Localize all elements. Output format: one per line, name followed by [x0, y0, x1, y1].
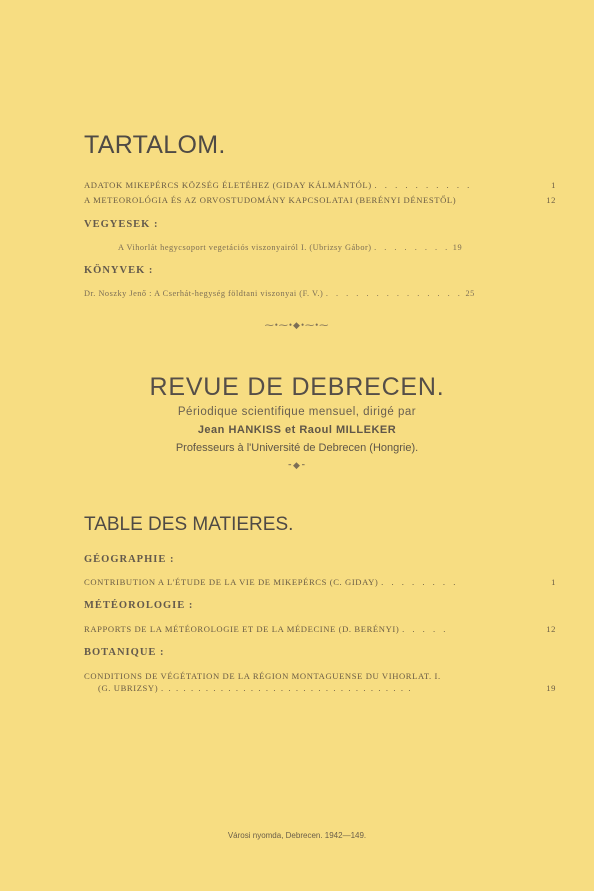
- section-meteorologie: MÉTÉOROLOGIE :: [84, 600, 194, 611]
- section-vegyesek: VEGYESEK :: [84, 219, 159, 230]
- bot-entry-line-1: [84, 671, 556, 683]
- revue-subtitle: Périodique scientifique mensuel, dirigé par: [177, 406, 417, 418]
- toc-entry-text: ADATOK MIKEPÉRCS KÖZSÉG ÉLETÉHEZ (GIDAY KÁLMÁNTÓL): [84, 180, 372, 190]
- toc-page-number: 12: [546, 624, 556, 634]
- toc-page-number: 19: [546, 683, 556, 693]
- toc-entry-text: Dr. Noszky Jenő : A Cserhát-hegység földtani viszonyai (F. V.): [84, 289, 324, 298]
- tartalom-heading: TARTALOM.: [84, 131, 226, 159]
- toc-leader-dots: . . . . . . . . . . . . . . . . . . . . . . . . . . . . . . . . . .: [160, 683, 413, 693]
- toc-entry-text: A METEOROLÓGIA ÉS AZ ORVOSTUDOMÁNY KAPCSOLATAI (BERÉNYI DÉNESTŐL): [84, 195, 457, 205]
- toc-page-number: 1: [551, 577, 556, 587]
- revue-title: REVUE DE DEBRECEN.: [149, 373, 445, 401]
- vegyesek-entry: [118, 243, 556, 255]
- revue-affiliation: Professeurs à l'Université de Debrecen (Hongrie).: [175, 442, 419, 454]
- toc-entry-text: (G. UBRIZSY): [98, 683, 159, 693]
- toc-leader-dots: . . . . . . . . . . . . . .: [325, 289, 463, 298]
- section-geographie: GÉOGRAPHIE :: [84, 554, 175, 565]
- geo-entry: [84, 577, 556, 589]
- printer-imprint: Városi nyomda, Debrecen. 1942—149.: [227, 831, 367, 840]
- toc-entry-text: CONDITIONS DE VÉGÉTATION DE LA RÉGION MONTAGUENSE DU VIHORLAT. I.: [84, 671, 441, 681]
- toc-leader-dots: . . . . . . . .: [374, 243, 451, 252]
- section-konyvek: KÖNYVEK :: [84, 265, 154, 276]
- konyvek-entry: [84, 289, 556, 301]
- toc-entry-text: CONTRIBUTION A L'ÉTUDE DE LA VIE DE MIKEPÉRCS (C. GIDAY): [84, 577, 379, 587]
- toc-entry-2: [84, 195, 556, 207]
- toc-leader-dots: . . . . . . . . . .: [374, 180, 473, 190]
- meteo-entry: [84, 624, 556, 636]
- toc-leader-dots: . . . . . . . .: [381, 577, 459, 587]
- toc-leader-dots: . . . . .: [402, 624, 449, 634]
- toc-entry-text: A Vihorlát hegycsoport vegetációs viszonyairól I. (Ubrizsy Gábor): [118, 243, 372, 252]
- toc-entry-text: RAPPORTS DE LA MÉTÉOROLOGIE ET DE LA MÉDECINE (D. BERÉNYI): [84, 624, 400, 634]
- toc-page-number: 12: [546, 195, 556, 205]
- ornament-divider: ⁓•⁓•◆•⁓•⁓: [264, 320, 330, 330]
- ornament-divider-small: ⁃◆⁃: [287, 460, 307, 470]
- toc-page-number: 25: [465, 289, 475, 298]
- section-botanique: BOTANIQUE :: [84, 647, 165, 658]
- revue-editors: Jean HANKISS et Raoul MILLEKER: [197, 424, 397, 436]
- table-des-matieres-heading: TABLE DES MATIERES.: [84, 514, 294, 535]
- toc-page-number: 19: [452, 243, 463, 252]
- bot-entry-line-2: [98, 683, 556, 695]
- toc-entry-1: [84, 180, 556, 192]
- toc-page-number: 1: [551, 180, 556, 190]
